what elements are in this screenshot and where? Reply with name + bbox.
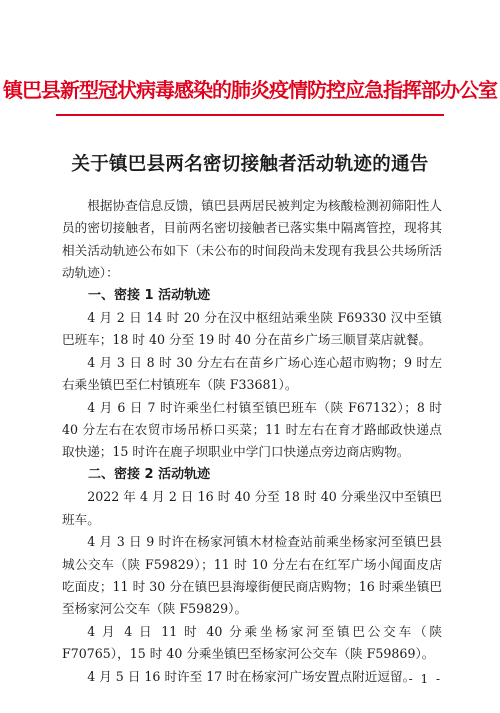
contact-2-april-2-paragraph: 2022 年 4 月 2 日 16 时 40 分至 18 时 40 分乘坐汉中至镇巴班车。 — [62, 489, 442, 527]
section-heading-contact-1: 一、密接 1 活动轨迹 — [88, 287, 211, 303]
red-separator-line — [56, 114, 444, 116]
contact-1-april-6-paragraph: 4 月 6 日 7 时许乘坐仁村镇至镇巴班车（陕 F67132）；8 时 40 分左右在农贸市场吊桥口买菜；11 时左右在育才路邮政快递点取快递；15 时许在鹿子坝职业中学门口快递点旁边商店购物。 — [62, 399, 442, 460]
notice-title: 关于镇巴县两名密切接触者活动轨迹的通告 — [71, 154, 429, 175]
contact-1-april-3-paragraph: 4 月 3 日 8 时 30 分左右在苗乡广场心连心超市购物；9 时左右乘坐镇巴至仁村镇班车（陕 F33681）。 — [62, 354, 442, 393]
issuing-organization-header: 镇巴县新型冠状病毒感染的肺炎疫情防控应急指挥部办公室 — [3, 78, 497, 102]
section-heading-contact-2: 二、密接 2 活动轨迹 — [88, 466, 211, 482]
contact-2-april-3-paragraph: 4 月 3 日 9 时许在杨家河镇木材检查站前乘坐杨家河至镇巴县城公交车（陕 F59829）；11 时 10 分左右在红军广场小闻面皮店吃面皮；11 时 30 分在镇巴县海壕街便民商店购物；16 时乘坐镇巴至杨家河公交车（陕 F59829）。 — [62, 534, 442, 617]
intro-paragraph: 根据协查信息反馈，镇巴县两居民被判定为核酸检测初筛阳性人员的密切接触者，目前两名密切接触者已落实集中隔离管控，现将其相关活动轨迹公布如下（未公布的时间段尚未发现有我县公共场所活动轨迹）： — [62, 198, 442, 281]
contact-2-april-5-paragraph: 4 月 5 日 16 时许至 17 时在杨家河广场安置点附近逗留。 — [87, 668, 416, 684]
contact-2-april-4-paragraph: 4 月 4 日 11 时 40 分乘坐杨家河至镇巴公交车（陕 F70765），15 时 40 分乘坐镇巴至杨家河公交车（陕 F59869）。 — [62, 623, 442, 662]
page-number: - 1 - — [408, 672, 442, 686]
contact-1-april-2-paragraph: 4 月 2 日 14 时 20 分在汉中枢纽站乘坐陕 F69330 汉中至镇巴班车；18 时 40 分至 19 时 40 分在苗乡广场三顺冒菜店就餐。 — [62, 310, 442, 348]
notice-body — [62, 195, 442, 688]
